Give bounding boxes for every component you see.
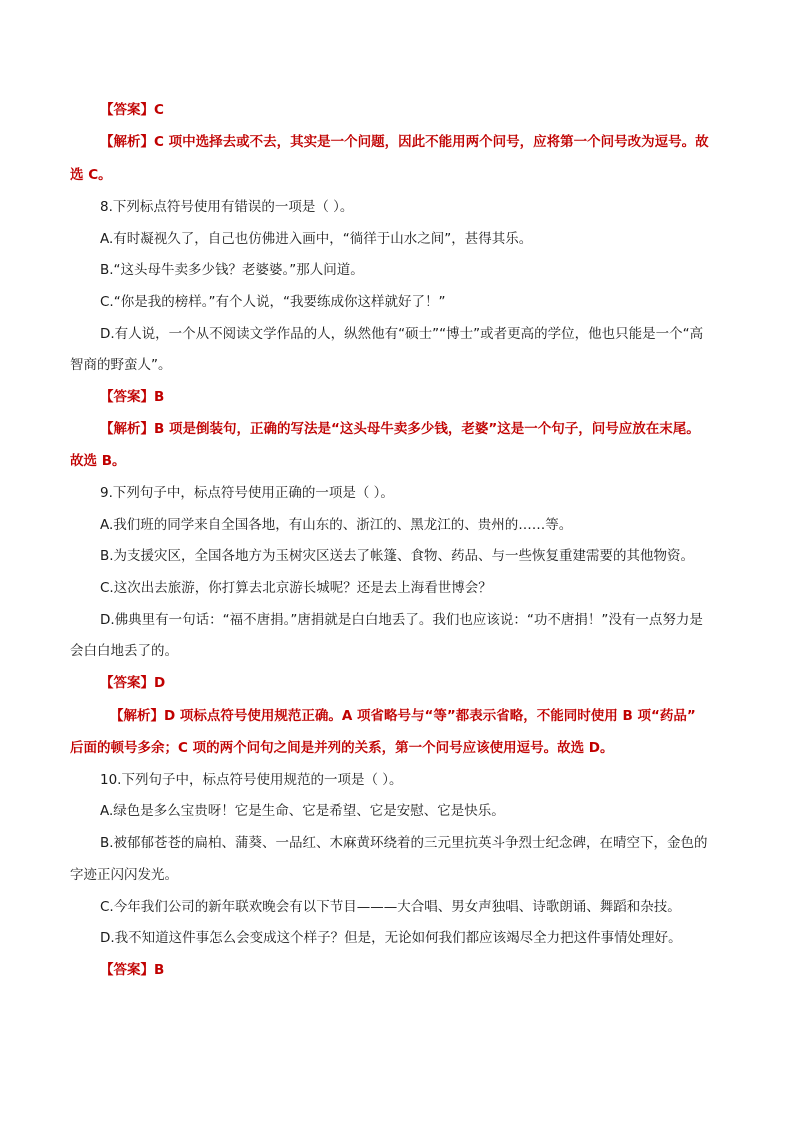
q10-stem: 10.下列句子中，标点符号使用规范的一项是（ ）。	[100, 772, 403, 788]
q9-option-a: A.我们班的同学来自全国各地，有山东的、浙江的、黑龙江的、贵州的……等。	[100, 517, 573, 533]
answer-tag: 【答案】	[100, 389, 154, 405]
analysis-text: B 项是倒装句，正确的写法是“这头母牛卖多少钱，老婆”这是一个句子，问号应放在末尾。	[154, 421, 700, 437]
analysis-text: 后面的顿号多余；C 项的两个问句之间是并列的关系，第一个问号应该使用逗号。故选 D。	[70, 740, 614, 756]
answer-value: B	[154, 962, 165, 978]
q9-stem: 9.下列句子中，标点符号使用正确的一项是（ ）。	[100, 485, 394, 501]
analysis-tag: 【解析】	[100, 134, 154, 150]
q9-option-d-line2: 会白白地丢了的。	[70, 643, 178, 659]
analysis-tag: 【解析】	[110, 708, 164, 724]
q9-option-c: C.这次出去旅游，你打算去北京游长城呢？还是去上海看世博会？	[100, 580, 492, 596]
q9-analysis-line1	[110, 706, 696, 726]
q9-option-b: B.为支援灾区，全国各地方为玉树灾区送去了帐篷、食物、药品、与一些恢复重建需要的其他物资。	[100, 548, 695, 564]
q10-option-b-line1: B.被郁郁苍苍的扁柏、蒲葵、一品红、木麻黄环绕着的三元里抗英斗争烈士纪念碑，在晴空下，金色的	[100, 835, 708, 851]
analysis-text: 选 C。	[70, 167, 112, 183]
q8-analysis-line2	[70, 451, 126, 471]
q8-answer	[100, 387, 164, 407]
analysis-text: 故选 B。	[70, 453, 126, 469]
q10-option-c: C.今年我们公司的新年联欢晚会有以下节目———大合唱、男女声独唱、诗歌朗诵、舞蹈和杂技。	[100, 899, 681, 915]
q8-analysis-line1	[100, 419, 700, 439]
q9-option-d-line1: D.佛典里有一句话：“福不唐捐。”唐捐就是白白地丢了。我们也应该说：“功不唐捐！”没有一点努力是	[100, 612, 703, 628]
answer-tag: 【答案】	[100, 675, 154, 691]
answer-tag: 【答案】	[100, 102, 154, 118]
answer-value: D	[154, 675, 166, 691]
q10-option-b-line2: 字迹正闪闪发光。	[70, 867, 178, 883]
q10-answer	[100, 960, 164, 980]
answer-value: B	[154, 389, 165, 405]
q8-option-d-line2: 智商的野蛮人”。	[70, 357, 172, 373]
answer-value: C	[154, 102, 164, 118]
q7-analysis-line1	[100, 132, 709, 152]
analysis-text: C 项中选择去或不去，其实是一个问题，因此不能用两个问号，应将第一个问号改为逗号。故	[154, 134, 709, 150]
q7-answer	[100, 100, 164, 120]
q8-option-c: C.“你是我的榜样。”有个人说，“我要练成你这样就好了！”	[100, 294, 446, 310]
q8-option-a: A.有时凝视久了，自己也仿佛进入画中，“徜徉于山水之间”，甚得其乐。	[100, 231, 533, 247]
analysis-tag: 【解析】	[100, 421, 154, 437]
q9-answer	[100, 673, 165, 693]
q7-analysis-line2	[70, 165, 112, 185]
q10-option-d: D.我不知道这件事怎么会变成这个样子？但是，无论如何我们都应该竭尽全力把这件事情处理好。	[100, 930, 682, 946]
q10-option-a: A.绿色是多么宝贵呀！它是生命、它是希望、它是安慰、它是快乐。	[100, 803, 505, 819]
q9-analysis-line2	[70, 738, 614, 758]
q8-option-b: B.“这头母牛卖多少钱？老婆婆。”那人问道。	[100, 262, 364, 278]
analysis-text: D 项标点符号使用规范正确。A 项省略号与“等”都表示省略，不能同时使用 B 项“药品”	[164, 708, 696, 724]
q8-option-d-line1: D.有人说，一个从不阅读文学作品的人，纵然他有“硕士”“博士”或者更高的学位，他也只能是一个“高	[100, 326, 704, 342]
answer-tag: 【答案】	[100, 962, 154, 978]
q8-stem: 8.下列标点符号使用有错误的一项是（ ）。	[100, 199, 354, 215]
